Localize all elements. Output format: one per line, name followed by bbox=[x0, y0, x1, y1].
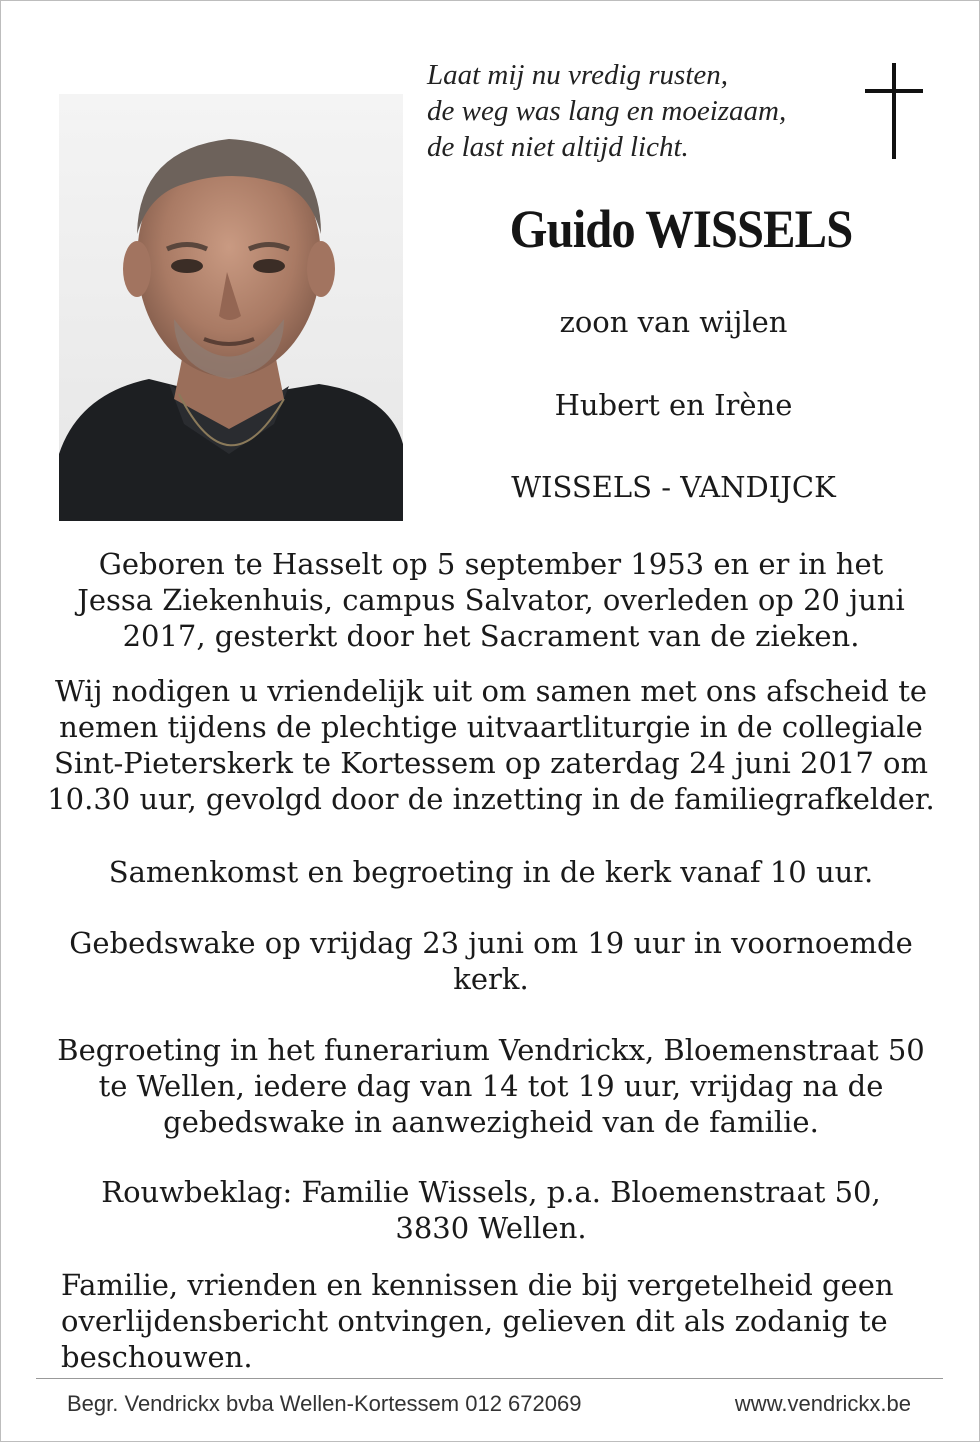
text-line: beschouwen. bbox=[61, 1340, 253, 1374]
visitation-paragraph bbox=[41, 1032, 941, 1140]
notice-paragraph bbox=[61, 1267, 941, 1375]
portrait-illustration bbox=[59, 94, 403, 521]
birth-death-paragraph bbox=[41, 546, 941, 654]
text-line: Familie, vrienden en kennissen die bij vergetelheid geen bbox=[61, 1268, 894, 1302]
poem bbox=[427, 57, 847, 165]
condolences-paragraph bbox=[41, 1174, 941, 1246]
parents-first-names: Hubert en Irène bbox=[554, 388, 793, 422]
parents-surnames: WISSELS - VANDIJCK bbox=[511, 470, 836, 504]
text-line: Geboren te Hasselt op 5 september 1953 en er in het bbox=[98, 547, 884, 581]
text-line: nemen tijdens de plechtige uitvaartliturgie in de collegiale bbox=[59, 710, 923, 744]
deceased-name: Guido WISSELS bbox=[509, 199, 853, 259]
text-line: Wij nodigen u vriendelijk uit om samen met ons afscheid te bbox=[54, 674, 928, 708]
text-line: Jessa Ziekenhuis, campus Salvator, overleden op 20 juni bbox=[77, 583, 905, 617]
text-line: kerk. bbox=[453, 962, 529, 996]
portrait-photo bbox=[59, 94, 403, 521]
text-line: Begroeting in het funerarium Vendrickx, Bloemenstraat 50 bbox=[57, 1033, 925, 1067]
text-line: 10.30 uur, gevolgd door de inzetting in de familiegrafkelder. bbox=[47, 782, 935, 816]
invitation-paragraph bbox=[41, 673, 941, 817]
gathering-paragraph bbox=[41, 854, 941, 890]
text-line: te Wellen, iedere dag van 14 tot 19 uur, vrijdag na de bbox=[98, 1069, 884, 1103]
vigil-paragraph bbox=[41, 925, 941, 997]
text-line: Gebedswake op vrijdag 23 juni om 19 uur in voornoemde bbox=[69, 926, 913, 960]
text-line: 2017, gesterkt door het Sacrament van de zieken. bbox=[122, 619, 860, 653]
text-line: Samenkomst en begroeting in de kerk vanaf 10 uur. bbox=[108, 855, 874, 889]
text-line: overlijdensbericht ontvingen, gelieven dit als zodanig te bbox=[61, 1304, 888, 1338]
poem-line: de last niet altijd licht. bbox=[427, 131, 689, 163]
latin-cross-icon bbox=[865, 63, 923, 159]
text-line: Sint-Pieterskerk te Kortessem op zaterdag 24 juni 2017 om bbox=[54, 746, 928, 780]
parents-intro: zoon van wijlen bbox=[559, 305, 788, 339]
poem-line: Laat mij nu vredig rusten, bbox=[427, 59, 729, 91]
footer-divider bbox=[36, 1378, 943, 1379]
text-line: 3830 Wellen. bbox=[395, 1211, 587, 1245]
website-link[interactable]: www.vendrickx.be bbox=[734, 1391, 911, 1416]
text-line: Rouwbeklag: Familie Wissels, p.a. Bloemenstraat 50, bbox=[101, 1175, 881, 1209]
poem-line: de weg was lang en moeizaam, bbox=[427, 95, 787, 127]
funeral-home-info: Begr. Vendrickx bvba Wellen-Kortessem 012 672069 bbox=[67, 1391, 582, 1416]
text-line: gebedswake in aanwezigheid van de familie. bbox=[163, 1105, 819, 1139]
